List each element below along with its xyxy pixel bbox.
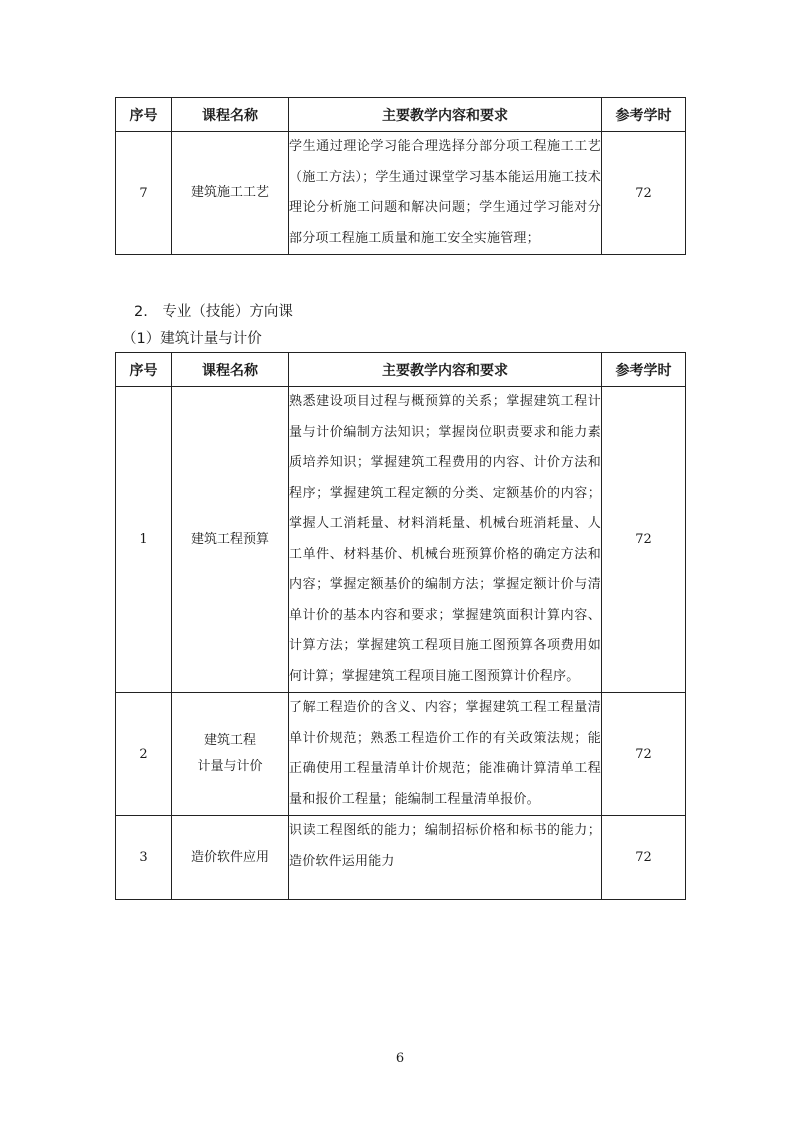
- course-hours: 72: [602, 132, 686, 255]
- course-hours: 72: [602, 387, 686, 693]
- course-name-line: 计量与计价: [197, 759, 263, 774]
- table-row: [116, 693, 686, 816]
- header-content: 主要教学内容和要求: [289, 353, 602, 387]
- header-hours: 参考学时: [602, 98, 686, 132]
- header-course-name: 课程名称: [172, 353, 289, 387]
- course-content: 熟悉建设项目过程与概预算的关系；掌握建筑工程计量与计价编制方法知识；掌握岗位职责要求和能力素质培养知识；掌握建筑工程费用的内容、计价方法和程序；掌握建筑工程定额的分类、定额基价的内容；掌握人工消耗量、材料消耗量、机械台班消耗量、人工单件、材料基价、机械台班预算价格的确定方法和内容；掌握定额基价的编制方法；掌握定额计价与清单计价的基本内容和要求；掌握建筑面积计算内容、计算方法；掌握建筑工程项目施工图预算各项费用如何计算；掌握建筑工程项目施工图预算计价程序。: [289, 387, 602, 693]
- course-name: 建筑工程预算: [172, 387, 289, 693]
- table-row: [116, 387, 686, 693]
- header-no: 序号: [116, 98, 172, 132]
- course-no: 7: [116, 132, 172, 255]
- course-hours: 72: [602, 816, 686, 900]
- table-header-row: [116, 353, 686, 387]
- course-name-line: 建筑工程: [203, 733, 256, 748]
- course-name: 造价软件应用: [172, 816, 289, 900]
- course-hours: 72: [602, 693, 686, 816]
- course-no: 1: [116, 387, 172, 693]
- section-heading: 2. 专业（技能）方向课: [134, 304, 293, 320]
- course-name: 建筑施工工艺: [172, 132, 289, 255]
- course-content: 学生通过理论学习能合理选择分部分项工程施工工艺（施工方法）；学生通过课堂学习基本能运用施工技术理论分析施工问题和解决问题；学生通过学习能对分部分项工程施工质量和施工安全实施管理；: [289, 132, 602, 255]
- course-table-continued: [115, 97, 686, 255]
- subsection-heading: （1）建筑计量与计价: [122, 331, 262, 347]
- course-content: 识读工程图纸的能力；编制招标价格和标书的能力；造价软件运用能力: [289, 816, 602, 900]
- table-row: [116, 132, 686, 255]
- course-name: [172, 693, 289, 816]
- table-row: [116, 816, 686, 900]
- header-course-name: 课程名称: [172, 98, 289, 132]
- course-no: 2: [116, 693, 172, 816]
- header-no: 序号: [116, 353, 172, 387]
- course-table: [115, 352, 686, 900]
- table-header-row: [116, 98, 686, 132]
- course-no: 3: [116, 816, 172, 900]
- header-content: 主要教学内容和要求: [289, 98, 602, 132]
- course-content: 了解工程造价的含义、内容；掌握建筑工程工程量清单计价规范；熟悉工程造价工作的有关政策法规；能正确使用工程量清单计价规范；能准确计算清单工程量和报价工程量；能编制工程量清单报价。: [289, 693, 602, 816]
- page-number: 6: [395, 1051, 405, 1066]
- header-hours: 参考学时: [602, 353, 686, 387]
